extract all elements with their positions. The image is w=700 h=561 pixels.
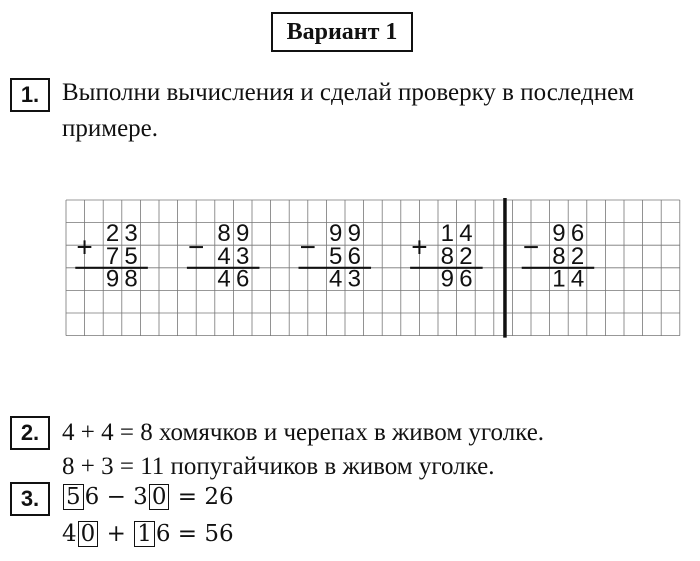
bottom-digit: 5 [124, 242, 138, 270]
operator-sign: + [76, 231, 93, 263]
operator-sign: − [299, 231, 316, 263]
operator-sign: + [411, 231, 428, 263]
task-3-number: 3. [10, 482, 50, 516]
operator-text: − 3 [99, 484, 148, 510]
result-digit: 9 [440, 265, 454, 293]
bottom-digit: 2 [459, 242, 473, 270]
bottom-digit: 2 [570, 242, 585, 270]
result-digit: 6 [236, 265, 250, 293]
top-digit: 9 [347, 220, 361, 248]
variant-title: Вариант 1 [271, 12, 413, 52]
digit: 6 [155, 521, 171, 547]
operator-sign: − [522, 231, 540, 263]
top-digit: 9 [236, 220, 250, 248]
answer-box: 5 [63, 484, 84, 510]
result-digit: 3 [347, 265, 361, 293]
digit: 6 [84, 484, 100, 510]
top-digit: 9 [329, 220, 343, 248]
top-digit: 4 [459, 220, 473, 248]
bottom-digit: 8 [552, 242, 566, 270]
bottom-digit: 4 [217, 242, 231, 270]
result-text: = 56 [170, 521, 234, 547]
result-digit: 8 [124, 265, 138, 293]
digit: 4 [62, 521, 77, 547]
task-1-text-line-2: примере. [62, 115, 159, 142]
result-digit: 4 [570, 265, 585, 293]
bottom-digit: 6 [347, 242, 361, 270]
answer-box: 0 [78, 521, 99, 547]
result-text: = 26 [170, 484, 234, 510]
task-2-number: 2. [10, 416, 50, 450]
bottom-digit: 8 [440, 242, 454, 270]
result-digit: 6 [459, 265, 473, 293]
result-digit: 4 [329, 265, 343, 293]
top-digit: 1 [440, 220, 454, 248]
result-digit: 4 [217, 265, 231, 293]
top-digit: 8 [217, 220, 231, 248]
top-digit: 2 [105, 220, 120, 248]
task-1-text-line-1: Выполни вычисления и сделай проверку в последнем [62, 79, 635, 106]
bottom-digit: 7 [105, 242, 120, 270]
task-3-equation-2 [62, 521, 234, 547]
result-digit: 9 [105, 265, 120, 293]
result-digit: 1 [552, 265, 566, 293]
task-2-line-2: 8 + 3 = 11 попугайчиков в живом уголке. [62, 453, 495, 480]
answer-box: 1 [134, 521, 155, 547]
bottom-digit: 3 [236, 242, 250, 270]
task-1-number: 1. [10, 78, 50, 112]
bottom-digit: 5 [329, 242, 343, 270]
task-3-equation-1 [62, 484, 234, 510]
operator-text: + [99, 521, 134, 547]
task-2-line-1: 4 + 4 = 8 хомячков и черепах в живом уголке. [62, 419, 545, 446]
top-digit: 6 [570, 220, 585, 248]
top-digit: 3 [124, 220, 138, 248]
operator-sign: − [188, 231, 205, 263]
answer-box: 0 [149, 484, 170, 510]
top-digit: 9 [552, 220, 566, 248]
